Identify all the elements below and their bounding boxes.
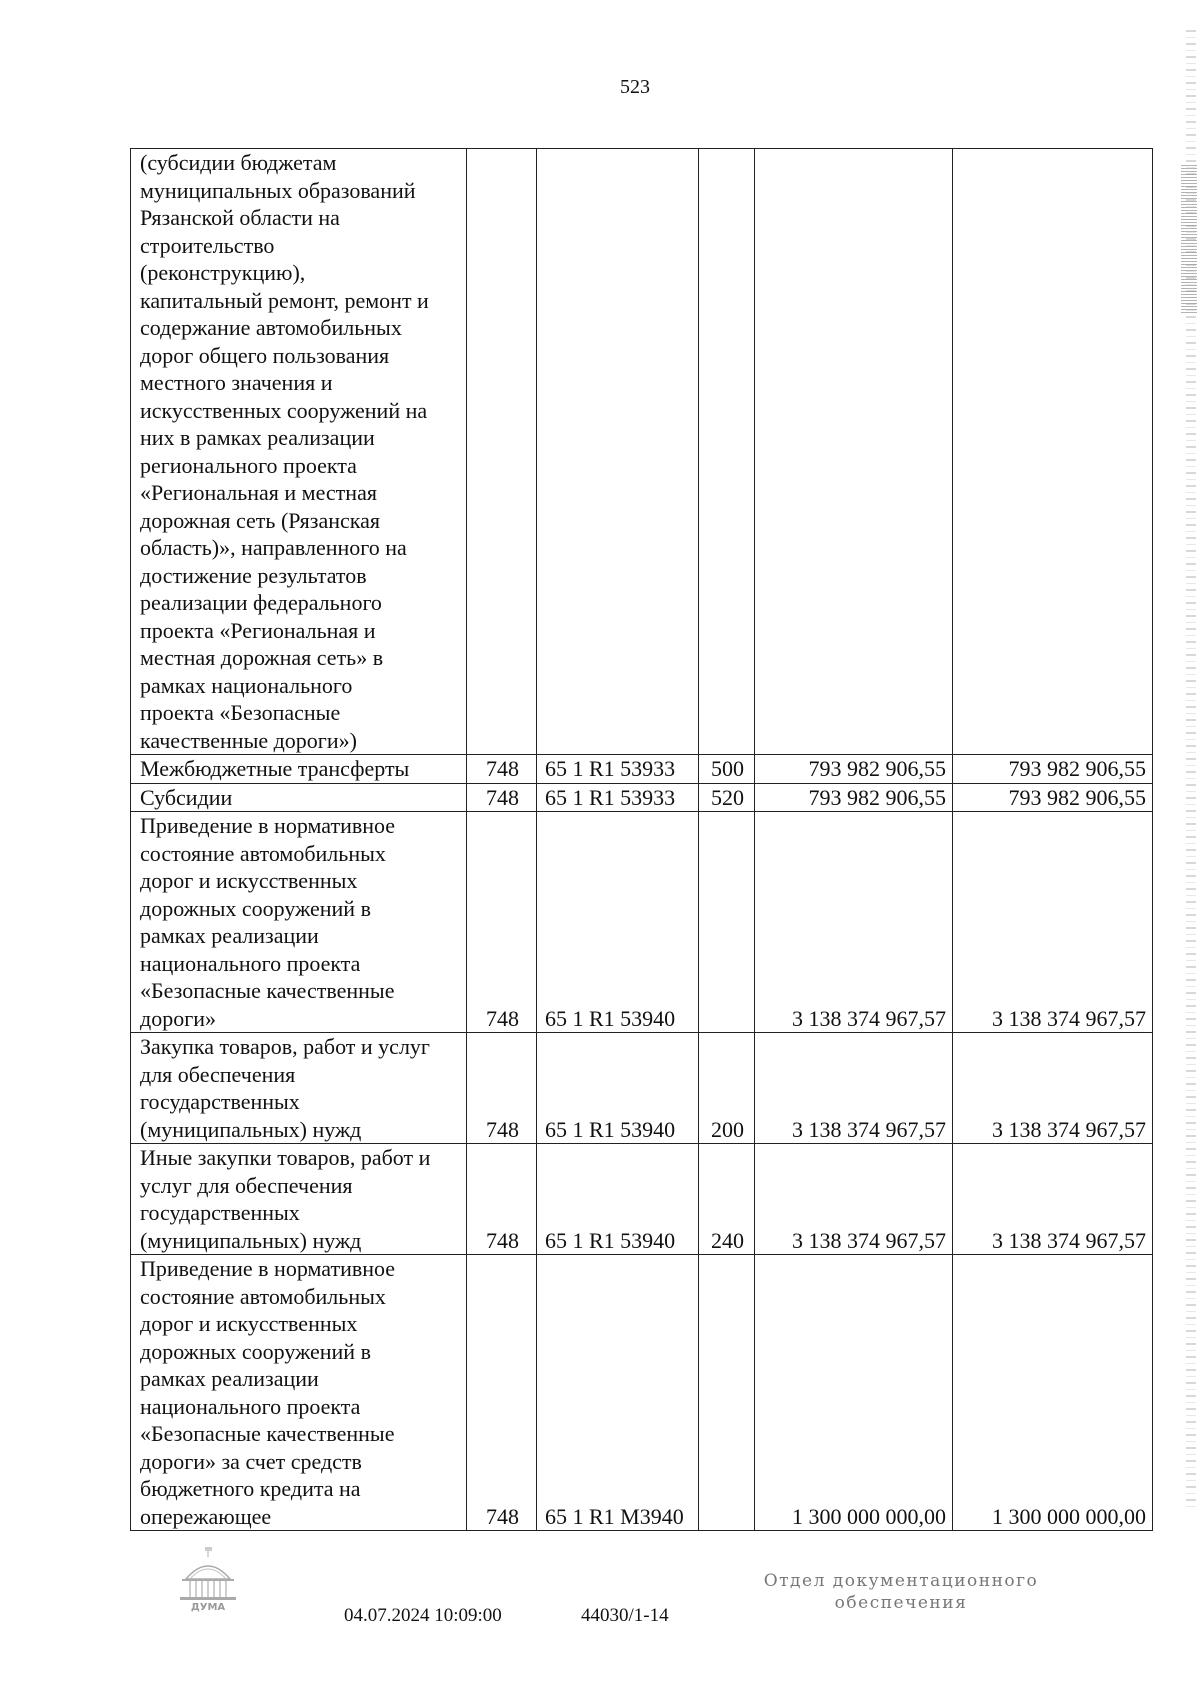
expense-kind: 240 [699,1144,755,1255]
ministry-code: 748 [467,783,537,812]
row-name: Межбюджетные трансферты [131,755,467,784]
ministry-code: 748 [467,1255,537,1531]
amount-1 [755,149,953,755]
amount-2: 3 138 374 967,57 [953,812,1153,1033]
target-code: 65 1 R1 53940 [537,1033,699,1144]
duma-logo-icon [172,1545,244,1615]
expense-kind: 200 [699,1033,755,1144]
target-code: 65 1 R1 53933 [537,755,699,784]
amount-1: 3 138 374 967,57 [755,1033,953,1144]
target-code [537,149,699,755]
row-name: Иные закупки товаров, работ и услуг для обеспечения государственных (муниципальных) нужд [131,1144,467,1255]
footer-timestamp: 04.07.2024 10:09:00 [344,1605,502,1626]
table-row [131,1255,1153,1531]
budget-table [130,148,1153,1531]
amount-2: 3 138 374 967,57 [953,1144,1153,1255]
expense-kind [699,149,755,755]
row-name: Приведение в нормативное состояние автомобильных дорог и искусственных дорожных сооружений в рамках реализации национального проекта «Безопасные качественные дороги» [131,812,467,1033]
ministry-code [467,149,537,755]
expense-kind [699,812,755,1033]
footer-doc-number: 44030/1-14 [581,1605,669,1626]
amount-2 [953,149,1153,755]
stamp-line: обеспечения [834,1593,968,1613]
ministry-code: 748 [467,812,537,1033]
amount-1: 793 982 906,55 [755,783,953,812]
table-row [131,1033,1153,1144]
department-stamp [746,1570,1056,1614]
amount-1: 3 138 374 967,57 [755,1144,953,1255]
ministry-code: 748 [467,1144,537,1255]
amount-2: 1 300 000 000,00 [953,1255,1153,1531]
scan-edge-mark [1181,165,1197,315]
amount-1: 3 138 374 967,57 [755,812,953,1033]
ministry-code: 748 [467,1033,537,1144]
amount-1: 793 982 906,55 [755,755,953,784]
table-row [131,1144,1153,1255]
table-row [131,755,1153,784]
ministry-code: 748 [467,755,537,784]
table-row [131,783,1153,812]
row-name: Закупка товаров, работ и услуг для обеспечения государственных (муниципальных) нужд [131,1033,467,1144]
target-code: 65 1 R1 53940 [537,1144,699,1255]
amount-2: 3 138 374 967,57 [953,1033,1153,1144]
stamp-line: Отдел документационного [763,1571,1039,1591]
expense-kind: 500 [699,755,755,784]
row-name: Приведение в нормативное состояние автомобильных дорог и искусственных дорожных сооружений в рамках реализации национального проекта «Безопасные качественные дороги» за счет средств бюджетного кредита на опережающее [131,1255,467,1531]
expense-kind: 520 [699,783,755,812]
amount-2: 793 982 906,55 [953,783,1153,812]
expense-kind [699,1255,755,1531]
amount-2: 793 982 906,55 [953,755,1153,784]
page-number: 523 [620,76,650,98]
row-name: (субсидии бюджетам муниципальных образований Рязанской области на строительство (реконструкцию), капитальный ремонт, ремонт и содержание автомобильных дорог общего пользования местного значения и искусственных сооружений на них в рамках реализации регионального проекта «Региональная и местная дорожная сеть (Рязанская область)», направленного на достижение результатов реализации федерального проекта «Региональная и местная дорожная сеть» в рамках национального проекта «Безопасные качественные дороги») [131,149,467,755]
table-row [131,812,1153,1033]
amount-1: 1 300 000 000,00 [755,1255,953,1531]
row-name: Субсидии [131,783,467,812]
table-row [131,149,1153,755]
target-code: 65 1 R1 M3940 [537,1255,699,1531]
logo-label: ДУМА [190,1602,226,1613]
target-code: 65 1 R1 53940 [537,812,699,1033]
target-code: 65 1 R1 53933 [537,783,699,812]
